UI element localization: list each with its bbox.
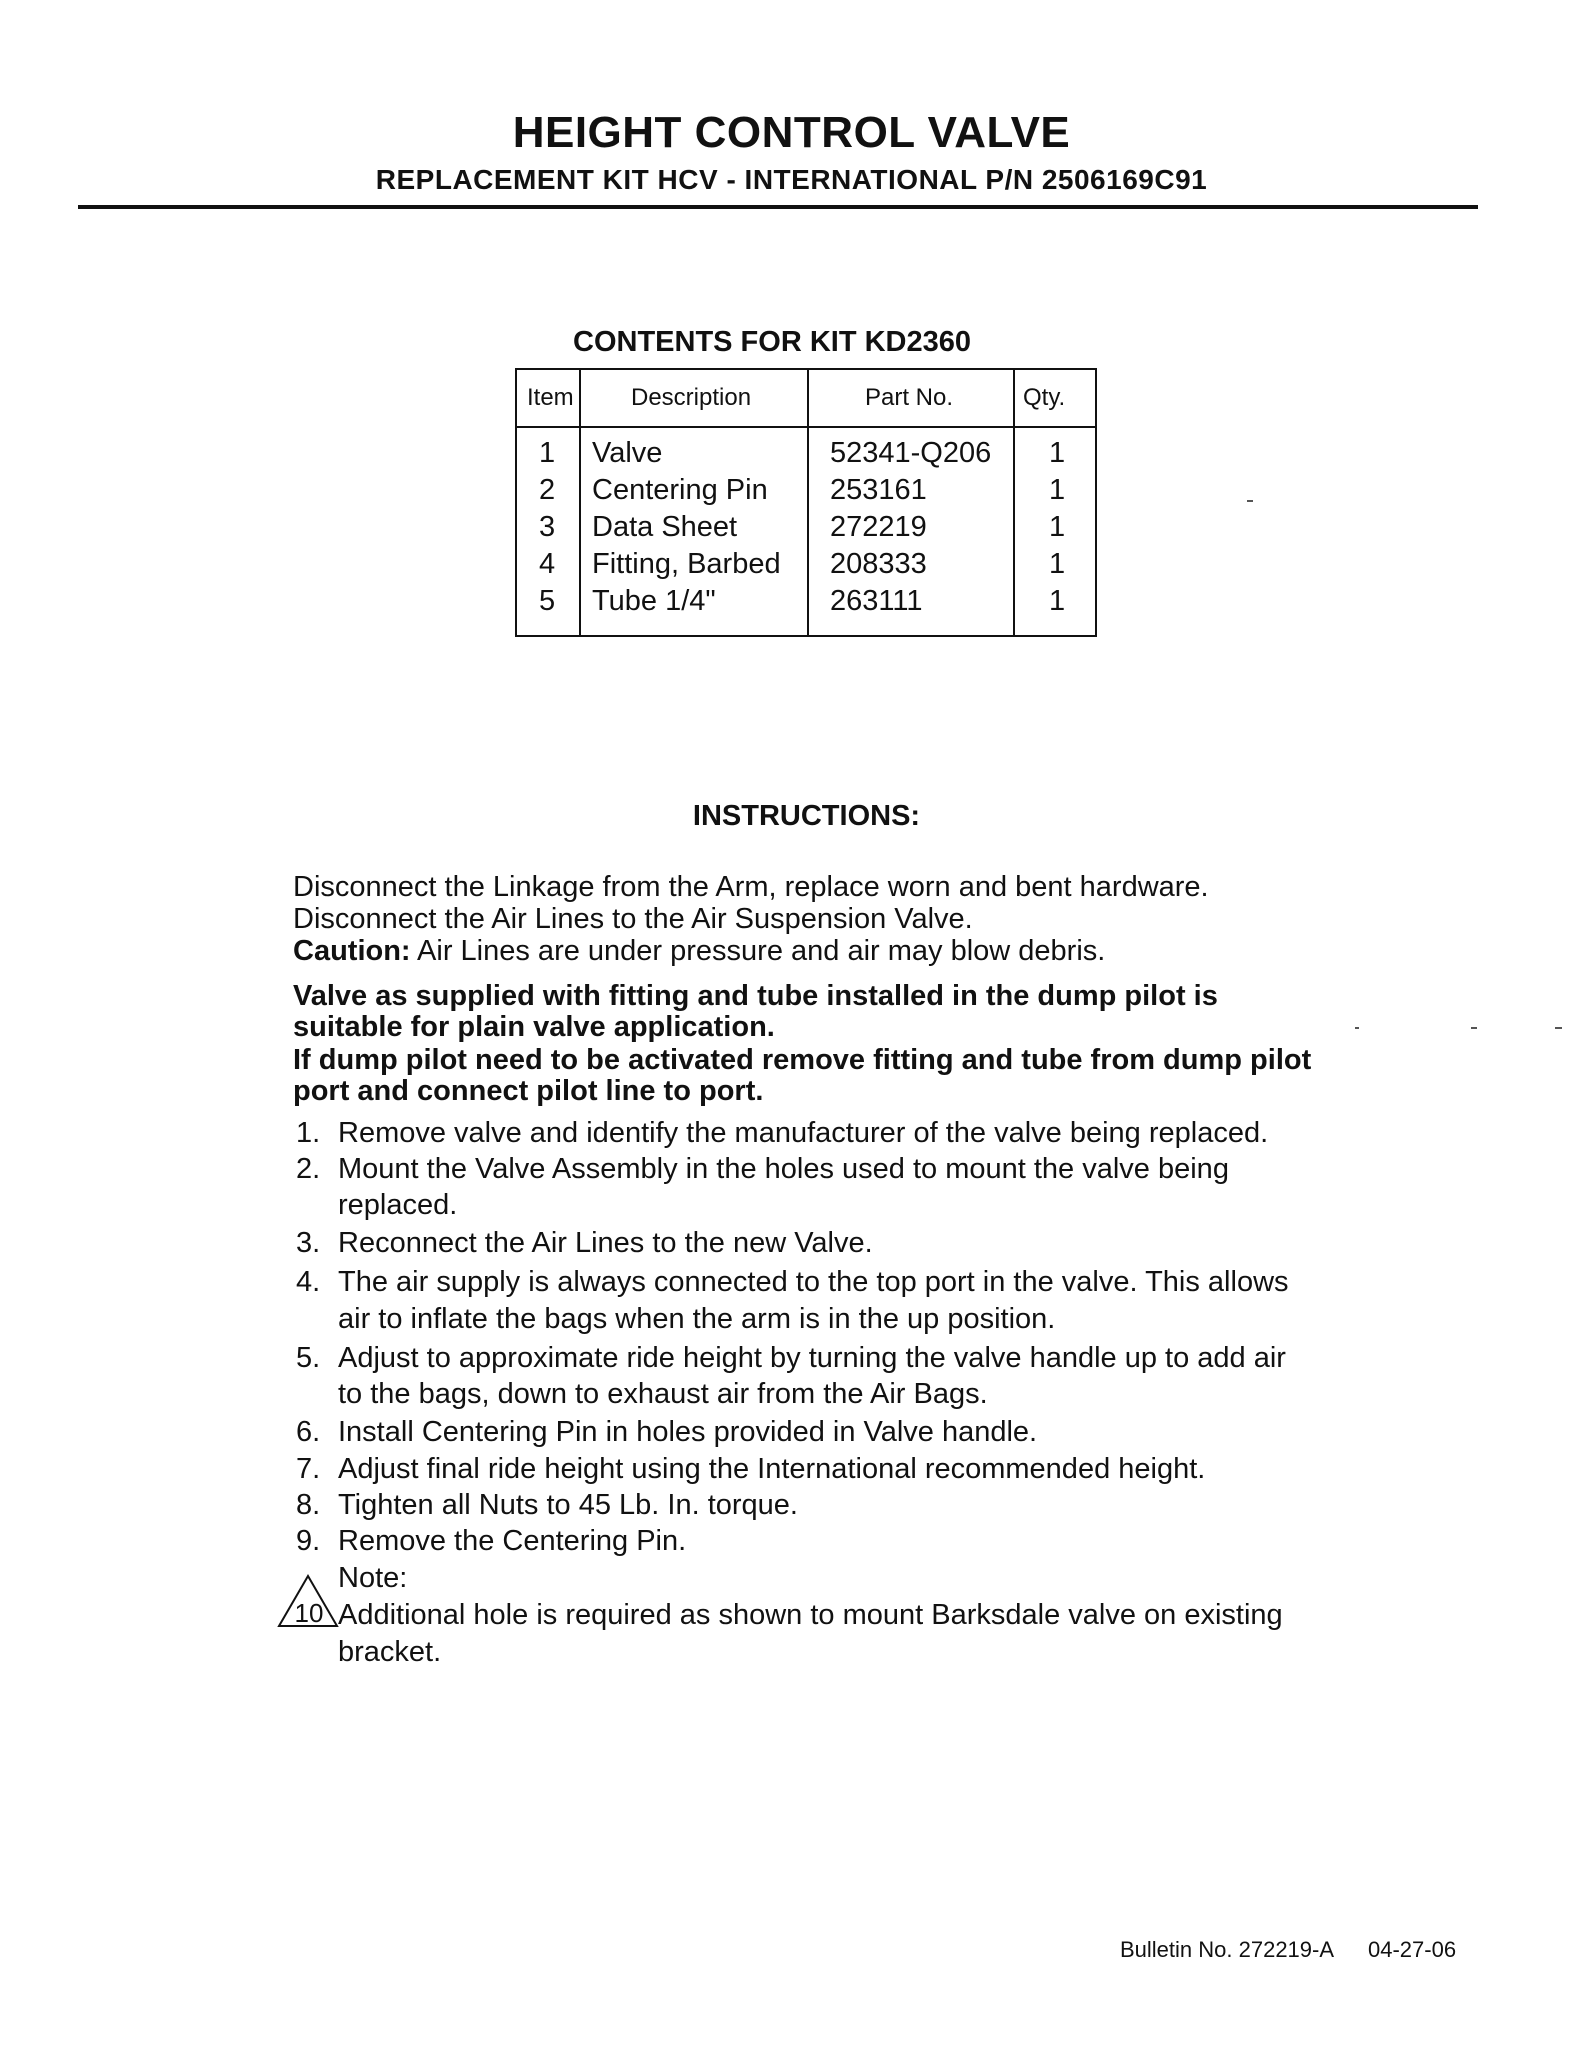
scan-speck [1471, 1027, 1477, 1029]
step-number: 3. [296, 1227, 321, 1259]
note-number: 10 [294, 1598, 324, 1628]
step-text: Adjust final ride height using the International recommended height. [338, 1453, 1206, 1485]
dump-pilot-note-line: If dump pilot need to be activated remove fitting and tube from dump pilot [293, 1044, 1312, 1076]
table-cell-part-no: 263111 [830, 585, 923, 617]
instructions-heading: INSTRUCTIONS: [692, 800, 921, 832]
table-cell-description: Valve [592, 437, 663, 469]
caution-label: Caution: [293, 935, 411, 967]
table-cell-qty: 1 [1049, 511, 1066, 543]
table-cell-part-no: 208333 [830, 548, 927, 580]
step-text: Adjust to approximate ride height by turning the valve handle up to add air [338, 1342, 1286, 1374]
note-text-continued: bracket. [338, 1636, 442, 1668]
step-number: 8. [296, 1489, 321, 1521]
dump-pilot-note-line: Valve as supplied with fitting and tube installed in the dump pilot is [293, 980, 1218, 1012]
scan-speck [1247, 500, 1253, 502]
note-label: Note: [338, 1562, 408, 1594]
step-number: 1. [296, 1117, 321, 1149]
step-number: 7. [296, 1453, 321, 1485]
table-cell-description: Data Sheet [592, 511, 738, 543]
dump-pilot-note-line: port and connect pilot line to port. [293, 1075, 764, 1107]
column-header-item: Item [527, 384, 574, 411]
table-cell-item: 3 [539, 511, 556, 543]
table-cell-item: 1 [539, 437, 556, 469]
table-cell-qty: 1 [1049, 474, 1066, 506]
table-column-divider [807, 370, 809, 635]
step-text: Tighten all Nuts to 45 Lb. In. torque. [338, 1489, 798, 1521]
step-text-continued: replaced. [338, 1189, 458, 1221]
table-cell-item: 2 [539, 474, 556, 506]
instruction-intro-line: Disconnect the Air Lines to the Air Suspension Valve. [293, 903, 973, 935]
step-text: Remove the Centering Pin. [338, 1525, 687, 1557]
table-cell-description: Fitting, Barbed [592, 548, 781, 580]
step-text: Install Centering Pin in holes provided in Valve handle. [338, 1416, 1038, 1448]
table-cell-description: Tube 1/4" [592, 585, 716, 617]
table-cell-qty: 1 [1049, 437, 1066, 469]
step-text-continued: air to inflate the bags when the arm is in the up position. [338, 1303, 1056, 1335]
table-cell-part-no: 272219 [830, 511, 927, 543]
step-text: The air supply is always connected to the top port in the valve. This allows [338, 1266, 1289, 1298]
page-subtitle: REPLACEMENT KIT HCV - INTERNATIONAL P/N 2506169C91 [375, 164, 1208, 195]
column-header-part-no: Part No. [865, 384, 954, 411]
step-text: Remove valve and identify the manufacturer of the valve being replaced. [338, 1117, 1269, 1149]
table-cell-item: 5 [539, 585, 556, 617]
header-divider [78, 205, 1478, 209]
page-title: HEIGHT CONTROL VALVE [512, 108, 1071, 157]
warning-triangle-icon [276, 1573, 340, 1629]
instruction-intro-line: Disconnect the Linkage from the Arm, replace worn and bent hardware. [293, 871, 1209, 903]
caution-text: Air Lines are under pressure and air may blow debris. [410, 935, 1106, 967]
step-number: 6. [296, 1416, 321, 1448]
step-text: Reconnect the Air Lines to the new Valve. [338, 1227, 873, 1259]
table-cell-qty: 1 [1049, 585, 1066, 617]
step-text-continued: to the bags, down to exhaust air from the Air Bags. [338, 1378, 988, 1410]
table-header-divider [517, 426, 1095, 428]
step-number: 2. [296, 1153, 321, 1185]
column-header-description: Description [631, 384, 752, 411]
table-column-divider [579, 370, 581, 635]
table-cell-qty: 1 [1049, 548, 1066, 580]
caution-line [293, 935, 1105, 967]
table-cell-item: 4 [539, 548, 556, 580]
dump-pilot-note-line: suitable for plain valve application. [293, 1011, 775, 1043]
contents-heading: CONTENTS FOR KIT KD2360 [573, 326, 971, 358]
scan-speck [1355, 1027, 1359, 1029]
scan-speck [1555, 1027, 1562, 1029]
step-number: 4. [296, 1266, 321, 1298]
note-text: Additional hole is required as shown to mount Barksdale valve on existing [338, 1599, 1283, 1631]
table-cell-part-no: 52341-Q206 [830, 437, 992, 469]
step-number: 9. [296, 1525, 321, 1557]
step-text: Mount the Valve Assembly in the holes used to mount the valve being [338, 1153, 1229, 1185]
table-cell-description: Centering Pin [592, 474, 768, 506]
column-header-qty: Qty. [1023, 384, 1066, 411]
bulletin-number: Bulletin No. 272219-A [1120, 1937, 1335, 1962]
table-cell-part-no: 253161 [830, 474, 927, 506]
table-column-divider [1013, 370, 1015, 635]
bulletin-date: 04-27-06 [1368, 1937, 1457, 1962]
step-number: 5. [296, 1342, 321, 1374]
kit-contents-table [515, 368, 1097, 637]
